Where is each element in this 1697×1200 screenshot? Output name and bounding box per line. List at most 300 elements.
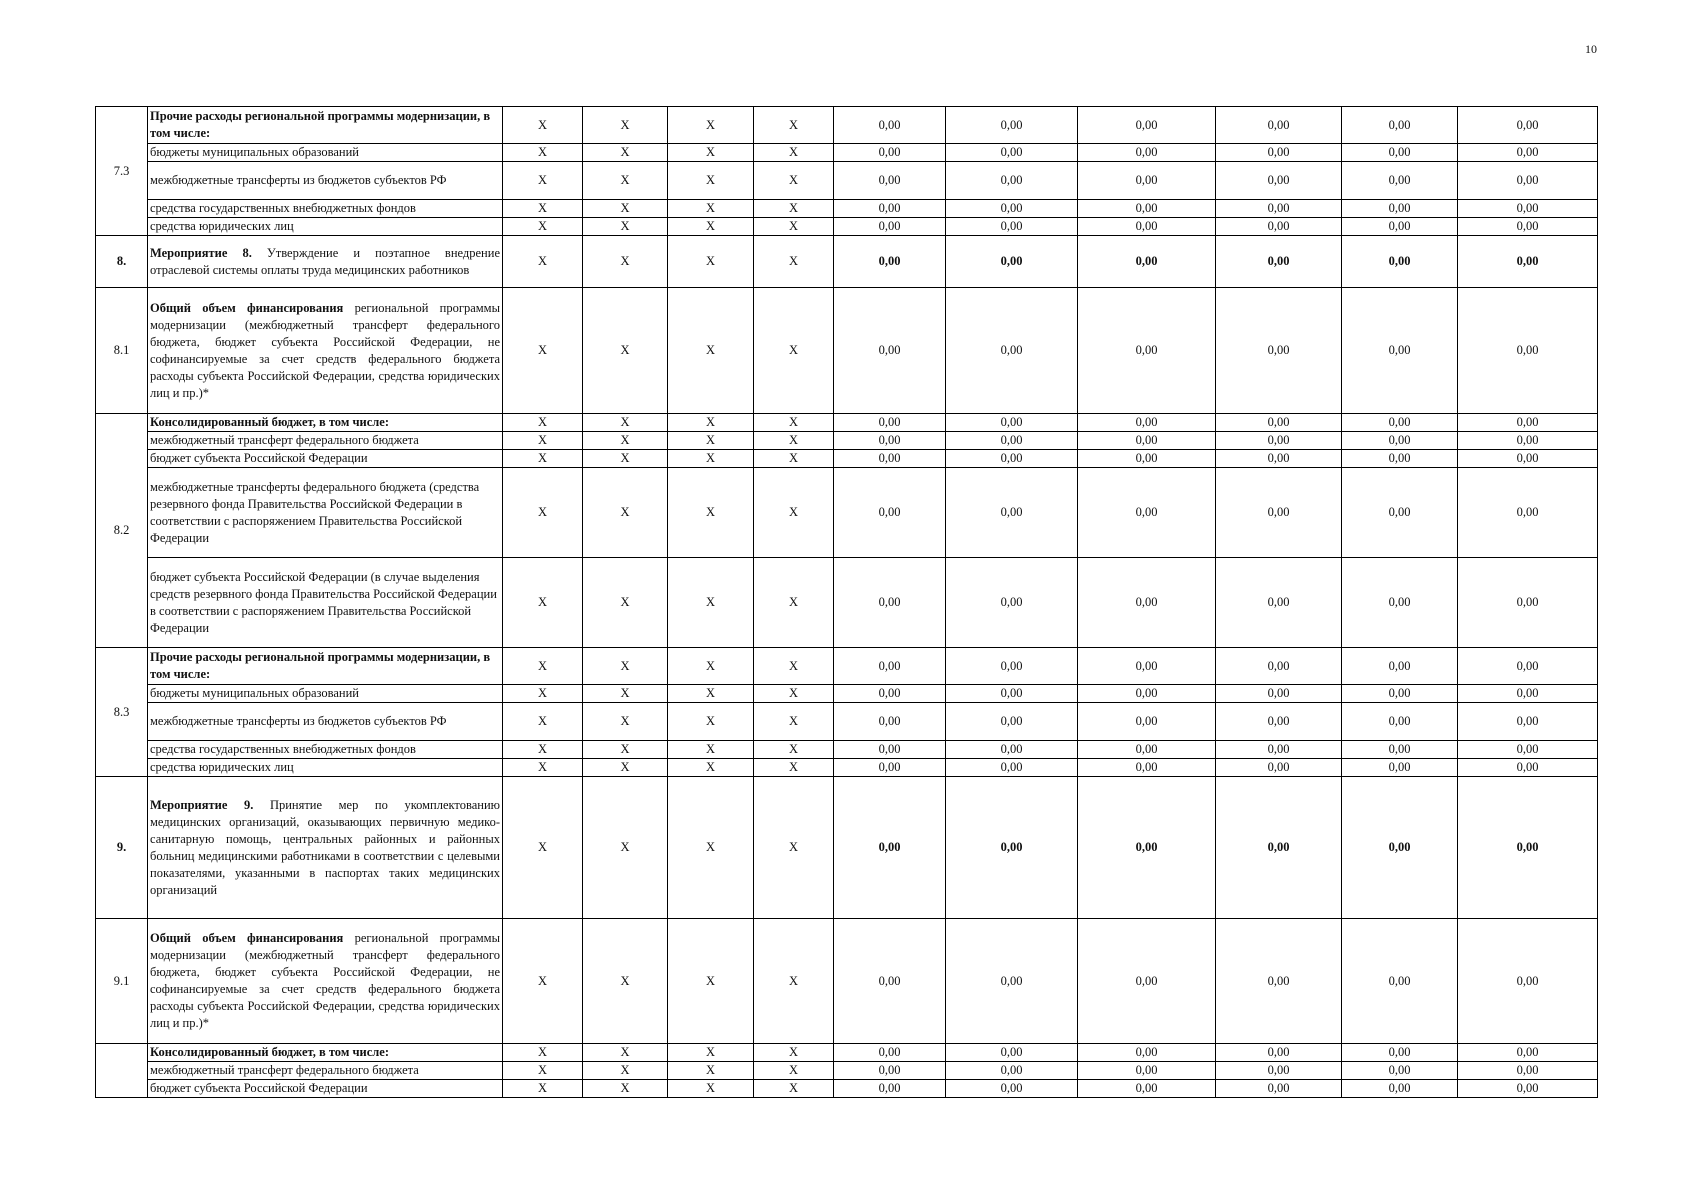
value-cell: 0,00	[946, 468, 1078, 558]
value-cell: 0,00	[1078, 1044, 1216, 1062]
table-row	[96, 218, 1598, 236]
dash-cell: X	[503, 200, 583, 218]
dash-cell: X	[503, 144, 583, 162]
dash-cell: X	[503, 558, 583, 648]
value-cell: 0,00	[1458, 1062, 1598, 1080]
value-cell: 0,00	[1078, 759, 1216, 777]
dash-cell: X	[754, 777, 834, 919]
value-cell: 0,00	[1458, 288, 1598, 414]
dash-cell: X	[668, 1044, 754, 1062]
row-description	[148, 432, 503, 450]
description-text: бюджет субъекта Российской Федерации	[150, 1081, 368, 1095]
description-bold: Прочие расходы региональной программы модернизации, в том числе:	[150, 109, 491, 140]
value-cell: 0,00	[1458, 759, 1598, 777]
value-cell: 0,00	[834, 200, 946, 218]
value-cell: 0,00	[1458, 432, 1598, 450]
dash-cell: X	[754, 200, 834, 218]
value-cell: 0,00	[1342, 777, 1458, 919]
value-cell: 0,00	[834, 468, 946, 558]
table-row	[96, 414, 1598, 432]
value-cell: 0,00	[1078, 162, 1216, 200]
row-number: 8.2	[96, 414, 148, 648]
row-description	[148, 558, 503, 648]
description-text: Утверждение и поэтапное внедрение отраслевой системы оплаты труда медицинских работников	[150, 245, 500, 277]
value-cell: 0,00	[1458, 450, 1598, 468]
value-cell: 0,00	[1078, 414, 1216, 432]
description-text: бюджет субъекта Российской Федерации (в случае выделения средств резервного фонда Правительства Российской Федерации в соответствии с распоряжением Правительства Российской Федерации	[150, 569, 497, 635]
table-row	[96, 1080, 1598, 1098]
dash-cell: X	[503, 236, 583, 288]
dash-cell: X	[583, 432, 668, 450]
value-cell: 0,00	[834, 759, 946, 777]
value-cell: 0,00	[946, 558, 1078, 648]
value-cell: 0,00	[1342, 1062, 1458, 1080]
description-text: средства юридических лиц	[150, 219, 294, 233]
value-cell: 0,00	[946, 648, 1078, 685]
table-row	[96, 759, 1598, 777]
row-number: 8.	[96, 236, 148, 288]
table-row	[96, 1062, 1598, 1080]
value-cell: 0,00	[946, 144, 1078, 162]
value-cell: 0,00	[1458, 218, 1598, 236]
value-cell: 0,00	[1216, 218, 1342, 236]
dash-cell: X	[503, 162, 583, 200]
row-description	[148, 741, 503, 759]
value-cell: 0,00	[834, 1080, 946, 1098]
dash-cell: X	[668, 288, 754, 414]
dash-cell: X	[754, 468, 834, 558]
dash-cell: X	[668, 200, 754, 218]
row-description	[148, 162, 503, 200]
value-cell: 0,00	[1078, 218, 1216, 236]
value-cell: 0,00	[834, 107, 946, 144]
table-row	[96, 919, 1598, 1044]
value-cell: 0,00	[1216, 432, 1342, 450]
table-row	[96, 450, 1598, 468]
value-cell: 0,00	[1342, 703, 1458, 741]
row-description	[148, 1044, 503, 1062]
dash-cell: X	[754, 1062, 834, 1080]
value-cell: 0,00	[1342, 144, 1458, 162]
description-bold: Мероприятие 8.	[150, 245, 252, 260]
value-cell: 0,00	[1216, 1062, 1342, 1080]
value-cell: 0,00	[1216, 648, 1342, 685]
value-cell: 0,00	[1342, 162, 1458, 200]
dash-cell: X	[503, 1062, 583, 1080]
dash-cell: X	[583, 450, 668, 468]
dash-cell: X	[754, 759, 834, 777]
value-cell: 0,00	[1342, 218, 1458, 236]
table-row	[96, 468, 1598, 558]
value-cell: 0,00	[946, 236, 1078, 288]
dash-cell: X	[668, 414, 754, 432]
value-cell: 0,00	[1342, 414, 1458, 432]
dash-cell: X	[754, 218, 834, 236]
table-row	[96, 558, 1598, 648]
value-cell: 0,00	[1458, 741, 1598, 759]
dash-cell: X	[754, 450, 834, 468]
description-text: средства государственных внебюджетных фондов	[150, 201, 416, 215]
value-cell: 0,00	[1216, 777, 1342, 919]
dash-cell: X	[668, 558, 754, 648]
value-cell: 0,00	[1342, 200, 1458, 218]
value-cell: 0,00	[1078, 236, 1216, 288]
row-description	[148, 685, 503, 703]
value-cell: 0,00	[1458, 468, 1598, 558]
description-text: бюджеты муниципальных образований	[150, 145, 359, 159]
value-cell: 0,00	[946, 777, 1078, 919]
table-row	[96, 741, 1598, 759]
value-cell: 0,00	[946, 703, 1078, 741]
dash-cell: X	[583, 414, 668, 432]
row-number: 9.	[96, 777, 148, 919]
value-cell: 0,00	[834, 1044, 946, 1062]
value-cell: 0,00	[1458, 107, 1598, 144]
row-description	[148, 218, 503, 236]
dash-cell: X	[503, 759, 583, 777]
dash-cell: X	[503, 107, 583, 144]
dash-cell: X	[503, 468, 583, 558]
value-cell: 0,00	[834, 685, 946, 703]
value-cell: 0,00	[1216, 468, 1342, 558]
value-cell: 0,00	[1342, 558, 1458, 648]
row-description	[148, 777, 503, 919]
value-cell: 0,00	[1216, 288, 1342, 414]
value-cell: 0,00	[1216, 236, 1342, 288]
value-cell: 0,00	[1216, 414, 1342, 432]
description-text: региональной программы модернизации (межбюджетный трансферт федерального бюджета, бюджет субъекта Российской Федерации, не софинансируемые за счет средств федерального бюджета расходы субъекта Российской Федерации, средства юридических лиц и пр.)*	[150, 300, 500, 400]
dash-cell: X	[503, 648, 583, 685]
row-description	[148, 1080, 503, 1098]
table-row	[96, 236, 1598, 288]
value-cell: 0,00	[1216, 558, 1342, 648]
dash-cell: X	[503, 919, 583, 1044]
dash-cell: X	[668, 107, 754, 144]
value-cell: 0,00	[1078, 741, 1216, 759]
value-cell: 0,00	[834, 162, 946, 200]
dash-cell: X	[583, 759, 668, 777]
dash-cell: X	[583, 288, 668, 414]
value-cell: 0,00	[1078, 919, 1216, 1044]
description-text: Принятие мер по укомплектованию медицинских организаций, оказывающих первичную медико-санитарную помощь, центральных районных и районных больниц медицинскими работниками в соответствии с целевыми показателями, указанными в паспортах таких медицинских организаций	[150, 797, 500, 897]
dash-cell: X	[503, 685, 583, 703]
table-row	[96, 648, 1598, 685]
row-description	[148, 414, 503, 432]
value-cell: 0,00	[946, 414, 1078, 432]
row-description	[148, 450, 503, 468]
description-bold: Консолидированный бюджет, в том числе:	[150, 415, 389, 429]
dash-cell: X	[668, 144, 754, 162]
value-cell: 0,00	[1216, 1080, 1342, 1098]
value-cell: 0,00	[1458, 414, 1598, 432]
dash-cell: X	[754, 162, 834, 200]
value-cell: 0,00	[1458, 200, 1598, 218]
dash-cell: X	[754, 236, 834, 288]
dash-cell: X	[503, 1080, 583, 1098]
dash-cell: X	[583, 685, 668, 703]
value-cell: 0,00	[1342, 450, 1458, 468]
row-description	[148, 703, 503, 741]
value-cell: 0,00	[946, 919, 1078, 1044]
table-row	[96, 288, 1598, 414]
dash-cell: X	[583, 468, 668, 558]
value-cell: 0,00	[1078, 1062, 1216, 1080]
dash-cell: X	[754, 741, 834, 759]
dash-cell: X	[583, 777, 668, 919]
value-cell: 0,00	[1216, 144, 1342, 162]
dash-cell: X	[754, 1044, 834, 1062]
dash-cell: X	[583, 200, 668, 218]
table-body	[96, 107, 1598, 1098]
dash-cell: X	[754, 648, 834, 685]
value-cell: 0,00	[834, 414, 946, 432]
value-cell: 0,00	[1078, 288, 1216, 414]
value-cell: 0,00	[1458, 162, 1598, 200]
dash-cell: X	[583, 162, 668, 200]
value-cell: 0,00	[1342, 759, 1458, 777]
value-cell: 0,00	[946, 1044, 1078, 1062]
row-description	[148, 107, 503, 144]
dash-cell: X	[668, 741, 754, 759]
dash-cell: X	[668, 777, 754, 919]
description-bold: Прочие расходы региональной программы модернизации, в том числе:	[150, 650, 491, 681]
value-cell: 0,00	[834, 648, 946, 685]
row-number: 8.3	[96, 648, 148, 777]
row-description	[148, 236, 503, 288]
row-description	[148, 200, 503, 218]
dash-cell: X	[668, 450, 754, 468]
value-cell: 0,00	[946, 450, 1078, 468]
description-text: региональной программы модернизации (межбюджетный трансферт федерального бюджета, бюджет субъекта Российской Федерации, не софинансируемые за счет средств федерального бюджета расходы субъекта Российской Федерации, средства юридических лиц и пр.)*	[150, 931, 500, 1030]
description-bold: Мероприятие 9.	[150, 797, 254, 812]
description-text: бюджеты муниципальных образований	[150, 686, 359, 700]
dash-cell: X	[583, 144, 668, 162]
dash-cell: X	[668, 218, 754, 236]
value-cell: 0,00	[1078, 200, 1216, 218]
value-cell: 0,00	[834, 432, 946, 450]
value-cell: 0,00	[1458, 144, 1598, 162]
dash-cell: X	[668, 1062, 754, 1080]
dash-cell: X	[503, 432, 583, 450]
value-cell: 0,00	[834, 741, 946, 759]
value-cell: 0,00	[1342, 1044, 1458, 1062]
description-text: межбюджетные трансферты из бюджетов субъектов РФ	[150, 173, 447, 187]
value-cell: 0,00	[1458, 1080, 1598, 1098]
description-text: бюджет субъекта Российской Федерации	[150, 451, 368, 465]
description-text: межбюджетный трансферт федерального бюджета	[150, 1063, 419, 1077]
dash-cell: X	[583, 919, 668, 1044]
table-row	[96, 144, 1598, 162]
value-cell: 0,00	[834, 1062, 946, 1080]
description-text: средства государственных внебюджетных фондов	[150, 742, 416, 756]
value-cell: 0,00	[1078, 685, 1216, 703]
row-number: 8.1	[96, 288, 148, 414]
dash-cell: X	[668, 162, 754, 200]
dash-cell: X	[754, 107, 834, 144]
dash-cell: X	[503, 741, 583, 759]
dash-cell: X	[583, 1062, 668, 1080]
value-cell: 0,00	[1078, 450, 1216, 468]
value-cell: 0,00	[834, 288, 946, 414]
dash-cell: X	[754, 919, 834, 1044]
dash-cell: X	[668, 236, 754, 288]
dash-cell: X	[503, 703, 583, 741]
dash-cell: X	[503, 450, 583, 468]
dash-cell: X	[583, 218, 668, 236]
dash-cell: X	[668, 432, 754, 450]
row-description	[148, 1062, 503, 1080]
value-cell: 0,00	[1216, 919, 1342, 1044]
value-cell: 0,00	[1342, 1080, 1458, 1098]
value-cell: 0,00	[834, 218, 946, 236]
dash-cell: X	[668, 703, 754, 741]
value-cell: 0,00	[946, 741, 1078, 759]
dash-cell: X	[754, 288, 834, 414]
value-cell: 0,00	[1458, 919, 1598, 1044]
row-number: 7.3	[96, 107, 148, 236]
value-cell: 0,00	[1078, 468, 1216, 558]
financing-table	[95, 106, 1598, 1098]
value-cell: 0,00	[1216, 1044, 1342, 1062]
value-cell: 0,00	[1078, 107, 1216, 144]
description-bold: Общий объем финансирования	[150, 300, 344, 315]
table-row	[96, 777, 1598, 919]
value-cell: 0,00	[1216, 685, 1342, 703]
value-cell: 0,00	[834, 236, 946, 288]
row-description	[148, 468, 503, 558]
value-cell: 0,00	[946, 685, 1078, 703]
value-cell: 0,00	[1458, 558, 1598, 648]
value-cell: 0,00	[946, 288, 1078, 414]
row-description	[148, 759, 503, 777]
dash-cell: X	[668, 685, 754, 703]
value-cell: 0,00	[1342, 685, 1458, 703]
dash-cell: X	[583, 558, 668, 648]
value-cell: 0,00	[1458, 648, 1598, 685]
description-bold: Консолидированный бюджет, в том числе:	[150, 1045, 389, 1059]
value-cell: 0,00	[1078, 432, 1216, 450]
dash-cell: X	[583, 648, 668, 685]
value-cell: 0,00	[1342, 648, 1458, 685]
dash-cell: X	[583, 236, 668, 288]
table-row	[96, 162, 1598, 200]
value-cell: 0,00	[1342, 107, 1458, 144]
dash-cell: X	[583, 741, 668, 759]
value-cell: 0,00	[834, 144, 946, 162]
value-cell: 0,00	[1078, 1080, 1216, 1098]
dash-cell: X	[668, 919, 754, 1044]
value-cell: 0,00	[1342, 468, 1458, 558]
dash-cell: X	[503, 288, 583, 414]
description-text: средства юридических лиц	[150, 760, 294, 774]
value-cell: 0,00	[946, 200, 1078, 218]
value-cell: 0,00	[1458, 1044, 1598, 1062]
value-cell: 0,00	[1342, 919, 1458, 1044]
row-number: 9.1	[96, 919, 148, 1044]
dash-cell: X	[668, 1080, 754, 1098]
value-cell: 0,00	[1216, 162, 1342, 200]
dash-cell: X	[754, 144, 834, 162]
value-cell: 0,00	[946, 1080, 1078, 1098]
dash-cell: X	[503, 1044, 583, 1062]
description-text: межбюджетные трансферты из бюджетов субъектов РФ	[150, 714, 447, 728]
value-cell: 0,00	[1078, 703, 1216, 741]
value-cell: 0,00	[834, 919, 946, 1044]
dash-cell: X	[583, 107, 668, 144]
table-row	[96, 685, 1598, 703]
page-number: 10	[1585, 42, 1597, 56]
value-cell: 0,00	[1078, 144, 1216, 162]
value-cell: 0,00	[1216, 450, 1342, 468]
dash-cell: X	[668, 759, 754, 777]
dash-cell: X	[754, 558, 834, 648]
value-cell: 0,00	[1458, 777, 1598, 919]
table-row	[96, 1044, 1598, 1062]
value-cell: 0,00	[1216, 200, 1342, 218]
dash-cell: X	[668, 648, 754, 685]
dash-cell: X	[583, 1044, 668, 1062]
value-cell: 0,00	[834, 558, 946, 648]
table-row	[96, 703, 1598, 741]
row-description	[148, 648, 503, 685]
value-cell: 0,00	[946, 218, 1078, 236]
dash-cell: X	[583, 703, 668, 741]
value-cell: 0,00	[1342, 288, 1458, 414]
value-cell: 0,00	[1458, 236, 1598, 288]
dash-cell: X	[754, 703, 834, 741]
dash-cell: X	[754, 414, 834, 432]
table-row	[96, 200, 1598, 218]
row-description	[148, 144, 503, 162]
dash-cell: X	[583, 1080, 668, 1098]
row-number	[96, 1044, 148, 1098]
dash-cell: X	[503, 218, 583, 236]
dash-cell: X	[754, 685, 834, 703]
description-text: межбюджетный трансферт федерального бюджета	[150, 433, 419, 447]
value-cell: 0,00	[1216, 703, 1342, 741]
value-cell: 0,00	[1458, 703, 1598, 741]
value-cell: 0,00	[1342, 432, 1458, 450]
value-cell: 0,00	[946, 1062, 1078, 1080]
value-cell: 0,00	[834, 777, 946, 919]
row-description	[148, 919, 503, 1044]
value-cell: 0,00	[1216, 741, 1342, 759]
value-cell: 0,00	[946, 162, 1078, 200]
value-cell: 0,00	[834, 703, 946, 741]
value-cell: 0,00	[1078, 648, 1216, 685]
dash-cell: X	[503, 414, 583, 432]
value-cell: 0,00	[1078, 777, 1216, 919]
dash-cell: X	[668, 468, 754, 558]
value-cell: 0,00	[1078, 558, 1216, 648]
value-cell: 0,00	[834, 450, 946, 468]
value-cell: 0,00	[1342, 236, 1458, 288]
value-cell: 0,00	[1342, 741, 1458, 759]
value-cell: 0,00	[1458, 685, 1598, 703]
value-cell: 0,00	[946, 107, 1078, 144]
value-cell: 0,00	[1216, 759, 1342, 777]
dash-cell: X	[503, 777, 583, 919]
value-cell: 0,00	[946, 432, 1078, 450]
description-text: межбюджетные трансферты федерального бюджета (средства резервного фонда Правительства Российской Федерации в соответствии с распоряжением Правительства Российской Федерации	[150, 479, 480, 545]
description-bold: Общий объем финансирования	[150, 931, 344, 945]
value-cell: 0,00	[1216, 107, 1342, 144]
value-cell: 0,00	[946, 759, 1078, 777]
dash-cell: X	[754, 432, 834, 450]
table-row	[96, 107, 1598, 144]
dash-cell: X	[754, 1080, 834, 1098]
row-description	[148, 288, 503, 414]
